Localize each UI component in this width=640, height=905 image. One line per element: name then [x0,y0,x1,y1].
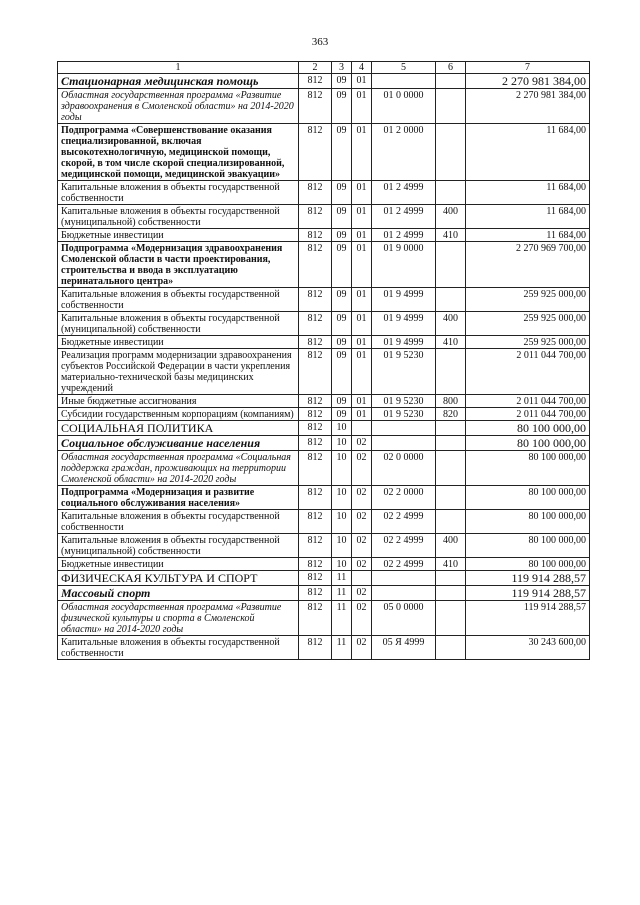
row-expense-type [436,451,466,486]
row-target-code [372,571,436,586]
row-expense-type [436,89,466,124]
row-section-code: 09 [332,395,352,408]
row-subsection-code: 01 [352,124,372,181]
row-target-code: 02 2 4999 [372,510,436,534]
row-subsection-code: 02 [352,558,372,571]
row-subsection-code: 01 [352,229,372,242]
page-number: 363 [311,36,329,48]
row-expense-type: 400 [436,205,466,229]
row-name: Массовый спорт [58,586,299,601]
row-section-code: 10 [332,436,352,451]
row-amount: 80 100 000,00 [466,534,590,558]
row-name: Капитальные вложения в объекты государственной (муниципальной) собственности [58,534,299,558]
table-row [58,558,590,571]
row-subsection-code: 01 [352,205,372,229]
row-target-code: 01 9 5230 [372,408,436,421]
row-expense-type [436,510,466,534]
row-name: Капитальные вложения в объекты государственной собственности [58,510,299,534]
table-row [58,601,590,636]
row-expense-type [436,288,466,312]
row-target-code: 01 9 4999 [372,312,436,336]
table-row [58,486,590,510]
row-target-code: 01 2 4999 [372,181,436,205]
row-expense-type [436,601,466,636]
row-target-code: 01 9 0000 [372,242,436,288]
row-subsection-code: 02 [352,451,372,486]
row-amount: 30 243 600,00 [466,636,590,660]
row-subsection-code: 01 [352,312,372,336]
row-amount: 259 925 000,00 [466,336,590,349]
row-admin-code: 812 [299,89,332,124]
budget-table [57,61,590,660]
row-name: Областная государственная программа «Социальная поддержка граждан, проживающих на территории Смоленской области» на 2014-2020 годы [58,451,299,486]
row-section-code: 10 [332,534,352,558]
row-subsection-code [352,421,372,436]
row-admin-code: 812 [299,586,332,601]
table-row [58,586,590,601]
row-target-code: 05 0 0000 [372,601,436,636]
row-admin-code: 812 [299,486,332,510]
table-row [58,229,590,242]
header-col-2: 2 [299,62,332,74]
row-name: Подпрограмма «Модернизация здравоохранения Смоленской области в части проектирования, строительства и ввода в эксплуатацию перинатального центра» [58,242,299,288]
header-col-3: 3 [332,62,352,74]
row-subsection-code: 02 [352,534,372,558]
row-name: Капитальные вложения в объекты государственной собственности [58,181,299,205]
row-admin-code: 812 [299,436,332,451]
row-section-code: 11 [332,601,352,636]
row-expense-type [436,181,466,205]
row-section-code: 09 [332,89,352,124]
table-row [58,436,590,451]
table-row [58,421,590,436]
row-name: Капитальные вложения в объекты государственной (муниципальной) собственности [58,312,299,336]
row-subsection-code [352,571,372,586]
row-target-code: 02 2 0000 [372,486,436,510]
row-section-code: 09 [332,229,352,242]
row-amount: 2 270 981 384,00 [466,89,590,124]
row-admin-code: 812 [299,421,332,436]
header-col-4: 4 [352,62,372,74]
row-section-code: 09 [332,336,352,349]
row-section-code: 10 [332,451,352,486]
row-expense-type [436,486,466,510]
row-section-code: 09 [332,242,352,288]
row-amount: 119 914 288,57 [466,571,590,586]
row-target-code: 02 0 0000 [372,451,436,486]
row-target-code [372,421,436,436]
row-admin-code: 812 [299,601,332,636]
table-row [58,451,590,486]
row-amount: 80 100 000,00 [466,436,590,451]
table-row [58,534,590,558]
row-amount: 2 011 044 700,00 [466,408,590,421]
row-target-code [372,74,436,89]
row-amount: 80 100 000,00 [466,486,590,510]
header-col-7: 7 [466,62,590,74]
row-subsection-code: 01 [352,181,372,205]
row-target-code [372,586,436,601]
table-row [58,89,590,124]
row-admin-code: 812 [299,451,332,486]
row-admin-code: 812 [299,349,332,395]
row-subsection-code: 02 [352,486,372,510]
row-target-code: 01 9 5230 [372,395,436,408]
row-admin-code: 812 [299,558,332,571]
row-admin-code: 812 [299,312,332,336]
row-section-code: 10 [332,510,352,534]
row-section-code: 09 [332,181,352,205]
row-amount: 11 684,00 [466,124,590,181]
row-admin-code: 812 [299,181,332,205]
row-name: Иные бюджетные ассигнования [58,395,299,408]
row-subsection-code: 02 [352,601,372,636]
row-amount: 119 914 288,57 [466,601,590,636]
row-subsection-code: 02 [352,586,372,601]
row-name: Областная государственная программа «Развитие здравоохранения в Смоленской области» на 2014-2020 годы [58,89,299,124]
header-col-1: 1 [58,62,299,74]
row-amount: 119 914 288,57 [466,586,590,601]
row-section-code: 09 [332,312,352,336]
table-row [58,408,590,421]
row-expense-type: 410 [436,336,466,349]
row-name: Подпрограмма «Совершенствование оказания специализированной, включая высокотехнологичную, медицинской помощи, скорой, в том числе скорой специализированной, медицинской помощи, медицинской эвакуации» [58,124,299,181]
row-admin-code: 812 [299,229,332,242]
row-amount: 259 925 000,00 [466,288,590,312]
row-admin-code: 812 [299,124,332,181]
row-amount: 259 925 000,00 [466,312,590,336]
row-section-code: 11 [332,636,352,660]
row-target-code: 01 0 0000 [372,89,436,124]
row-expense-type: 410 [436,558,466,571]
row-subsection-code: 02 [352,510,372,534]
row-subsection-code: 02 [352,636,372,660]
row-subsection-code: 01 [352,74,372,89]
table-body [58,74,590,660]
table-row [58,636,590,660]
row-admin-code: 812 [299,534,332,558]
row-name: Подпрограмма «Модернизация и развитие социального обслуживания населения» [58,486,299,510]
row-name: Социальное обслуживание населения [58,436,299,451]
row-target-code: 01 9 4999 [372,336,436,349]
row-section-code: 09 [332,288,352,312]
table-row [58,288,590,312]
row-name: Капитальные вложения в объекты государственной собственности [58,636,299,660]
row-admin-code: 812 [299,336,332,349]
table-row [58,205,590,229]
row-admin-code: 812 [299,288,332,312]
row-subsection-code: 01 [352,408,372,421]
row-section-code: 09 [332,124,352,181]
row-subsection-code: 01 [352,89,372,124]
row-subsection-code: 01 [352,288,372,312]
header-row [58,62,590,74]
row-admin-code: 812 [299,510,332,534]
row-name: Субсидии государственным корпорациям (компаниям) [58,408,299,421]
row-admin-code: 812 [299,205,332,229]
row-target-code: 02 2 4999 [372,558,436,571]
table-row [58,181,590,205]
row-name: Стационарная медицинская помощь [58,74,299,89]
row-section-code: 09 [332,205,352,229]
row-amount: 11 684,00 [466,205,590,229]
row-expense-type [436,421,466,436]
row-section-code: 11 [332,586,352,601]
row-amount: 80 100 000,00 [466,558,590,571]
row-section-code: 10 [332,486,352,510]
row-target-code: 01 2 4999 [372,205,436,229]
row-name: Бюджетные инвестиции [58,336,299,349]
row-amount: 11 684,00 [466,181,590,205]
table-row [58,74,590,89]
row-target-code: 02 2 4999 [372,534,436,558]
row-target-code [372,436,436,451]
row-expense-type [436,571,466,586]
row-section-code: 09 [332,74,352,89]
row-admin-code: 812 [299,408,332,421]
row-name: СОЦИАЛЬНАЯ ПОЛИТИКА [58,421,299,436]
row-target-code: 01 2 4999 [372,229,436,242]
table-row [58,312,590,336]
row-amount: 11 684,00 [466,229,590,242]
row-target-code: 01 9 4999 [372,288,436,312]
row-amount: 2 270 981 384,00 [466,74,590,89]
row-expense-type [436,349,466,395]
table-row [58,395,590,408]
row-target-code: 05 Я 4999 [372,636,436,660]
row-admin-code: 812 [299,636,332,660]
row-amount: 2 270 969 700,00 [466,242,590,288]
table-row [58,124,590,181]
row-name: Капитальные вложения в объекты государственной (муниципальной) собственности [58,205,299,229]
row-amount: 80 100 000,00 [466,421,590,436]
table-row [58,336,590,349]
row-subsection-code: 01 [352,395,372,408]
row-section-code: 10 [332,421,352,436]
row-amount: 80 100 000,00 [466,451,590,486]
row-name: Областная государственная программа «Развитие физической культуры и спорта в Смоленской области» на 2014-2020 годы [58,601,299,636]
row-target-code: 01 9 5230 [372,349,436,395]
row-expense-type [436,586,466,601]
table-row [58,510,590,534]
row-expense-type: 400 [436,312,466,336]
table-row [58,242,590,288]
row-section-code: 11 [332,571,352,586]
header-col-5: 5 [372,62,436,74]
row-expense-type: 800 [436,395,466,408]
row-name: Бюджетные инвестиции [58,229,299,242]
row-subsection-code: 01 [352,336,372,349]
row-subsection-code: 01 [352,349,372,395]
row-amount: 2 011 044 700,00 [466,395,590,408]
row-subsection-code: 02 [352,436,372,451]
row-section-code: 09 [332,349,352,395]
table-row [58,349,590,395]
header-col-6: 6 [436,62,466,74]
row-expense-type [436,636,466,660]
row-expense-type: 820 [436,408,466,421]
row-expense-type [436,436,466,451]
row-expense-type: 400 [436,534,466,558]
row-name: Реализация программ модернизации здравоохранения субъектов Российской Федерации в части укрепления материально-технической базы медицинских учреждений [58,349,299,395]
row-amount: 80 100 000,00 [466,510,590,534]
row-expense-type: 410 [436,229,466,242]
row-section-code: 09 [332,408,352,421]
row-expense-type [436,124,466,181]
row-section-code: 10 [332,558,352,571]
row-expense-type [436,242,466,288]
row-subsection-code: 01 [352,242,372,288]
row-admin-code: 812 [299,242,332,288]
row-admin-code: 812 [299,395,332,408]
row-admin-code: 812 [299,74,332,89]
table-row [58,571,590,586]
row-name: Капитальные вложения в объекты государственной собственности [58,288,299,312]
row-expense-type [436,74,466,89]
row-name: ФИЗИЧЕСКАЯ КУЛЬТУРА И СПОРТ [58,571,299,586]
row-amount: 2 011 044 700,00 [466,349,590,395]
row-target-code: 01 2 0000 [372,124,436,181]
row-admin-code: 812 [299,571,332,586]
row-name: Бюджетные инвестиции [58,558,299,571]
